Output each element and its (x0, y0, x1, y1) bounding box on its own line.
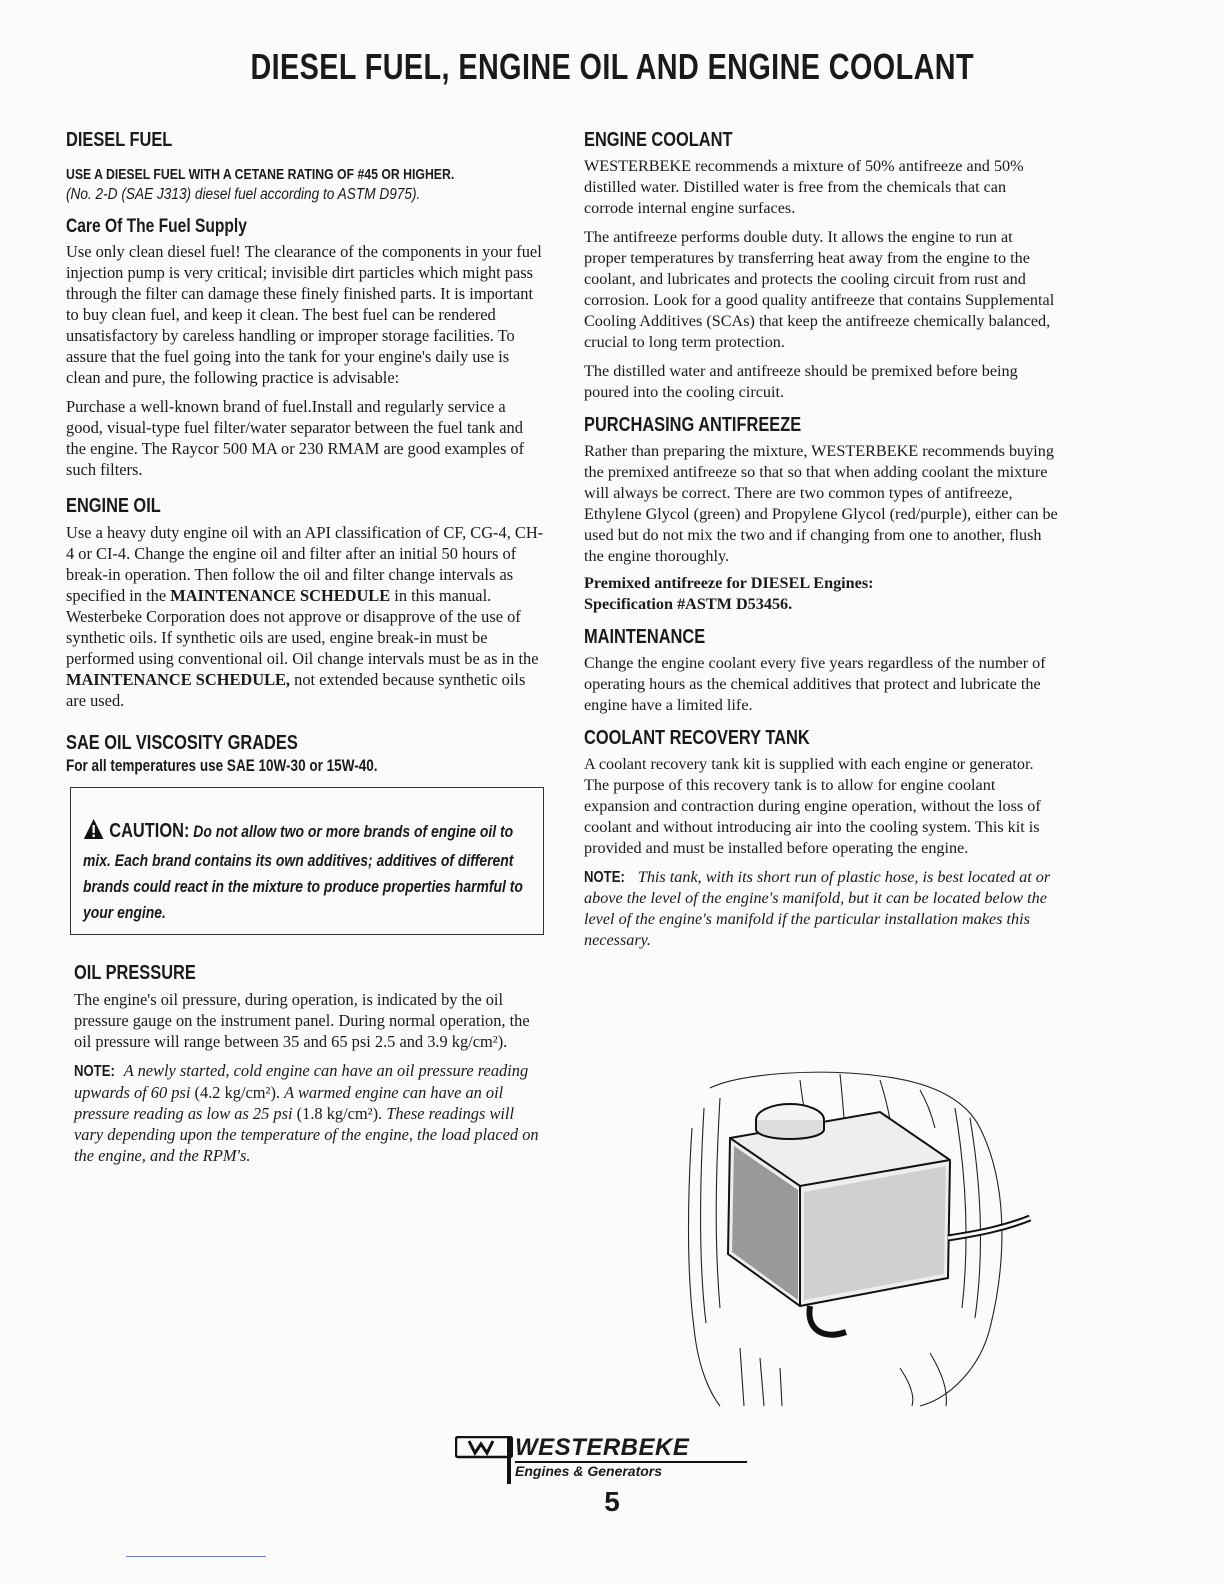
care-paragraph-2: Purchase a well-known brand of fuel.Install and regularly service a good, visual-type fuel filter/water separator between the fuel tank and the engine. The Raycor 500 MA or 230 RMAM are good examples of such filters. (66, 397, 525, 479)
coolant-paragraph-2: The antifreeze performs double duty. It allows the engine to run at proper temperatures by transferring heat away from the engine to the coolant, and lubricates and protects the cooling circuit from rust and corrosion. Look for a good quality antifreeze that contains Supplemental Cooling Additives (SCAs) that keep the antifreeze chemically balanced, crucial to long term protection. (584, 228, 1055, 351)
oil-pressure-note: NOTE: A newly started, cold engine can have an oil pressure reading upwards of 60 psi (4.2 kg/cm²). A warmed engine can have an oil pressure reading as low as 25 psi (1.8 kg/cm²). These readings will vary depending upon the temperature of the engine, the load placed on the engine, and the RPM's. (74, 1061, 539, 1165)
viscosity-section (66, 731, 544, 777)
page-title (0, 46, 1224, 88)
maintenance-section (584, 625, 1058, 716)
scan-edge-line (126, 1556, 266, 1557)
cetane-requirement: USE A DIESEL FUEL WITH A CETANE RATING OF #45 OR HIGHER. (66, 167, 455, 183)
caution-text: CAUTION: Do not allow two or more brands of engine oil to mix. Each brand contains its own additives; additives of different brands could react in the mixture to produce properties harmful to your engine. (83, 820, 523, 922)
caution-box (70, 787, 544, 935)
care-paragraph-1: Use only clean diesel fuel! The clearance of the components in your fuel injection pump is very critical; invisible dirt particles which might pass through the filter can damage these finely finished parts. It is important to buy clean fuel, and keep it clean. The best fuel can be rendered unsatisfactory by careless handling or improper storage facilities. To assure that the fuel going into the tank for your engine's daily use is clean and pure, the following practice is advisable: (66, 242, 542, 387)
premixed-spec-line-2: Specification #ASTM D53456. (584, 595, 793, 613)
engine-oil-heading: ENGINE OIL (66, 495, 161, 517)
left-column (66, 128, 544, 1166)
maintenance-paragraph: Change the engine coolant every five years regardless of the number of operating hours as the chemical additives that protect and lubricate the engine have a limited life. (584, 654, 1046, 714)
care-fuel-supply-heading: Care Of The Fuel Supply (66, 216, 247, 237)
recovery-tank-paragraph: A coolant recovery tank kit is supplied with each engine or generator. The purpose of this recovery tank is to allow for engine coolant expansion and contraction during engine operation, without the loss of coolant and without introducing air into the cooling system. This kit is provided and must be installed before operating the engine. (584, 755, 1041, 857)
note-label: NOTE: (584, 869, 625, 886)
page-title-text: DIESEL FUEL, ENGINE OIL AND ENGINE COOLANT (250, 46, 974, 87)
engine-coolant-heading: ENGINE COOLANT (584, 129, 733, 151)
page-number: 5 (604, 1486, 620, 1517)
viscosity-heading: SAE OIL VISCOSITY GRADES (66, 732, 298, 754)
maintenance-heading: MAINTENANCE (584, 626, 706, 648)
diesel-fuel-section (66, 128, 544, 480)
westerbeke-w-icon (455, 1436, 513, 1462)
oil-pressure-paragraph: The engine's oil pressure, during operation, is indicated by the oil pressure gauge on the instrument panel. During normal operation, the oil pressure will range between 35 and 65 psi 2.5 and 3.9 kg/cm²). (74, 990, 530, 1051)
fuel-spec: (No. 2-D (SAE J313) diesel fuel according to ASTM D975). (66, 186, 421, 203)
coolant-paragraph-1: WESTERBEKE recommends a mixture of 50% antifreeze and 50% distilled water. Distilled water is free from the chemicals that can corrode internal engine surfaces. (584, 157, 1024, 217)
engine-coolant-section (584, 128, 1058, 403)
engine-oil-section (66, 494, 544, 711)
oil-pressure-heading: OIL PRESSURE (74, 962, 196, 984)
caution-label: CAUTION: (109, 820, 190, 842)
maintenance-schedule-ref: MAINTENANCE SCHEDULE (170, 586, 391, 605)
right-column (584, 128, 1058, 951)
logo-brand: WESTERBEKE (515, 1434, 690, 1461)
viscosity-temps: For all temperatures use SAE 10W-30 or 15W-40. (66, 757, 378, 775)
purchasing-antifreeze-section (584, 413, 1058, 615)
diesel-fuel-heading: DIESEL FUEL (66, 129, 173, 151)
recovery-tank-section (584, 726, 1058, 951)
maintenance-schedule-ref-2: MAINTENANCE SCHEDULE, (66, 670, 291, 689)
recovery-tank-note: NOTE: This tank, with its short run of plastic hose, is best located at or above the level of the engine's manifold, but it can be located below the level of the engine's manifold if the particular installation makes this necessary. (584, 868, 1051, 949)
oil-pressure-section (66, 961, 544, 1166)
premixed-spec-line-1: Premixed antifreeze for DIESEL Engines: (584, 574, 874, 592)
warning-triangle-icon (83, 818, 104, 848)
logo-tagline: Engines & Generators (515, 1463, 663, 1479)
recovery-tank-heading: COOLANT RECOVERY TANK (584, 727, 810, 749)
coolant-paragraph-3: The distilled water and antifreeze should be premixed before being poured into the cooling circuit. (584, 362, 1018, 401)
note-label: NOTE: (74, 1063, 115, 1080)
purchasing-heading: PURCHASING ANTIFREEZE (584, 414, 802, 436)
coolant-recovery-tank-illustration (680, 1068, 1040, 1408)
purchasing-paragraph: Rather than preparing the mixture, WESTERBEKE recommends buying the premixed antifreeze so that so that when adding coolant the mixture will always be correct. There are two common types of antifreeze, Ethylene Glycol (green) and Propylene Glycol (red/purple), either can be used but do not mix the two and if changing from one to another, flush the engine thoroughly. (584, 442, 1058, 565)
logo-divider (507, 1436, 511, 1484)
engine-oil-paragraph: Use a heavy duty engine oil with an API classification of CF, CG-4, CH-4 or CI-4. Change the engine oil and filter after an initial 50 hours of break-in operation. Then follow the oil and filter change intervals as specified in the MAINTENANCE SCHEDULE in this manual. Westerbeke Corporation does not approve or disapprove of the use of synthetic oils. If synthetic oils are used, engine break-in must be performed using conventional oil. Oil change intervals must be as in the MAINTENANCE SCHEDULE, not extended because synthetic oils are used. (66, 523, 544, 710)
